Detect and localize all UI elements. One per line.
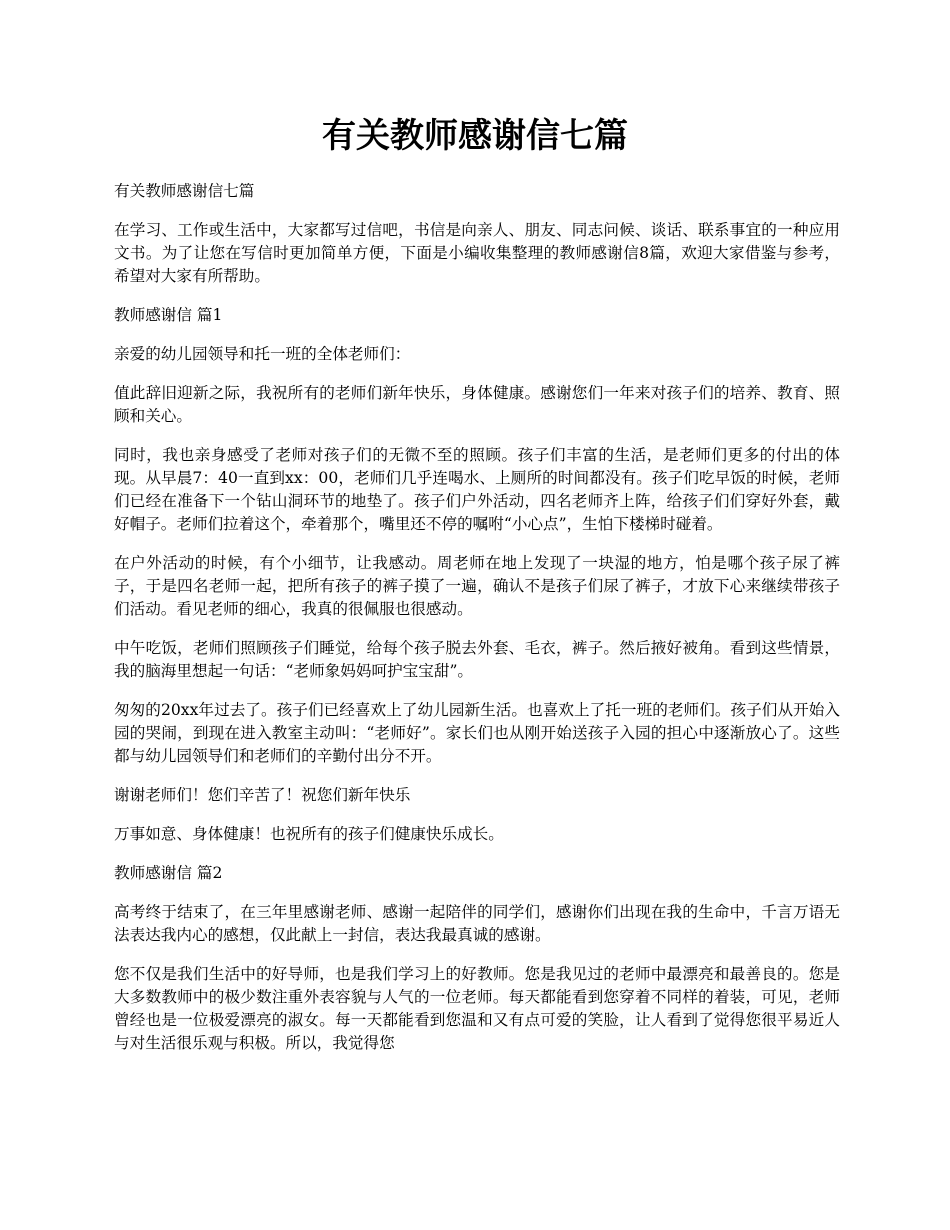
body-paragraph: 中午吃饭，老师们照顾孩子们睡觉，给每个孩子脱去外套、毛衣，裤子。然后掖好被角。看到这些情景，我的脑海里想起一句话：“老师象妈妈呵护宝宝甜”。 [114,639,840,680]
body-paragraph: 您不仅是我们生活中的好导师，也是我们学习上的好教师。您是我见过的老师中最漂亮和最善良的。您是大多数教师中的极少数注重外表容貌与人气的一位老师。每天都能看到您穿着不同样的着装，可见，老师曾经也是一位极爱漂亮的淑女。每一天都能看到您温和又有点可爱的笑脸，让人看到了觉得您很平易近人与对生活很乐观与积极。所以，我觉得您 [114,965,840,1052]
intro-paragraph: 在学习、工作或生活中，大家都写过信吧，书信是向亲人、朋友、同志问候、谈话、联系事宜的一种应用文书。为了让您在写信时更加简单方便，下面是小编收集整理的教师感谢信8篇，欢迎大家借鉴与参考，希望对大家有所帮助。 [114,221,840,285]
closing-paragraph: 万事如意、身体健康！也祝所有的孩子们健康快乐成长。 [114,825,504,843]
document-title: 有关教师感谢信七篇 [322,116,628,156]
body-paragraph: 值此辞旧迎新之际，我祝所有的老师们新年快乐，身体健康。感谢您们一年来对孩子们的培养、教育、照顾和关心。 [114,384,840,425]
document-body [114,180,840,1071]
closing-paragraph: 谢谢老师们！您们辛苦了！祝您们新年快乐 [114,786,411,804]
body-paragraph: 高考终于结束了，在三年里感谢老师、感谢一起陪伴的同学们，感谢你们出现在我的生命中，千言万语无法表达我内心的感想，仅此献上一封信，表达我最真诚的感谢。 [114,903,840,944]
body-paragraph: 同时，我也亲身感受了老师对孩子们的无微不至的照顾。孩子们丰富的生活，是老师们更多的付出的体现。从早晨7：40一直到xx：00，老师们几乎连喝水、上厕所的时间都没有。孩子们吃早饭的时候，老师们已经在准备下一个钻山洞环节的地垫了。孩子们户外活动，四名老师齐上阵，给孩子们们穿好外套，戴好帽子。老师们拉着这个，牵着那个，嘴里还不停的嘱咐“小心点”，生怕下楼梯时碰着。 [114,446,840,533]
subtitle-paragraph: 有关教师感谢信七篇 [114,182,255,200]
salutation-paragraph: 亲爱的幼儿园领导和托一班的全体老师们： [114,345,411,363]
section-heading-2: 教师感谢信 篇2 [114,864,223,882]
body-paragraph: 匆匆的20xx年过去了。孩子们已经喜欢上了幼儿园新生活。也喜欢上了托一班的老师们。孩子们从开始入园的哭闹，到现在进入教室主动叫：“老师好”。家长们也从刚开始送孩子入园的担心中逐渐放心了。这些都与幼儿园领导们和老师们的辛勤付出分不开。 [114,701,840,765]
body-paragraph: 在户外活动的时候，有个小细节，让我感动。周老师在地上发现了一块湿的地方，怕是哪个孩子尿了裤子，于是四名老师一起，把所有孩子的裤子摸了一遍，确认不是孩子们尿了裤子，才放下心来继续带孩子们活动。看见老师的细心，我真的很佩服也很感动。 [114,554,840,618]
section-heading-1: 教师感谢信 篇1 [114,306,223,324]
